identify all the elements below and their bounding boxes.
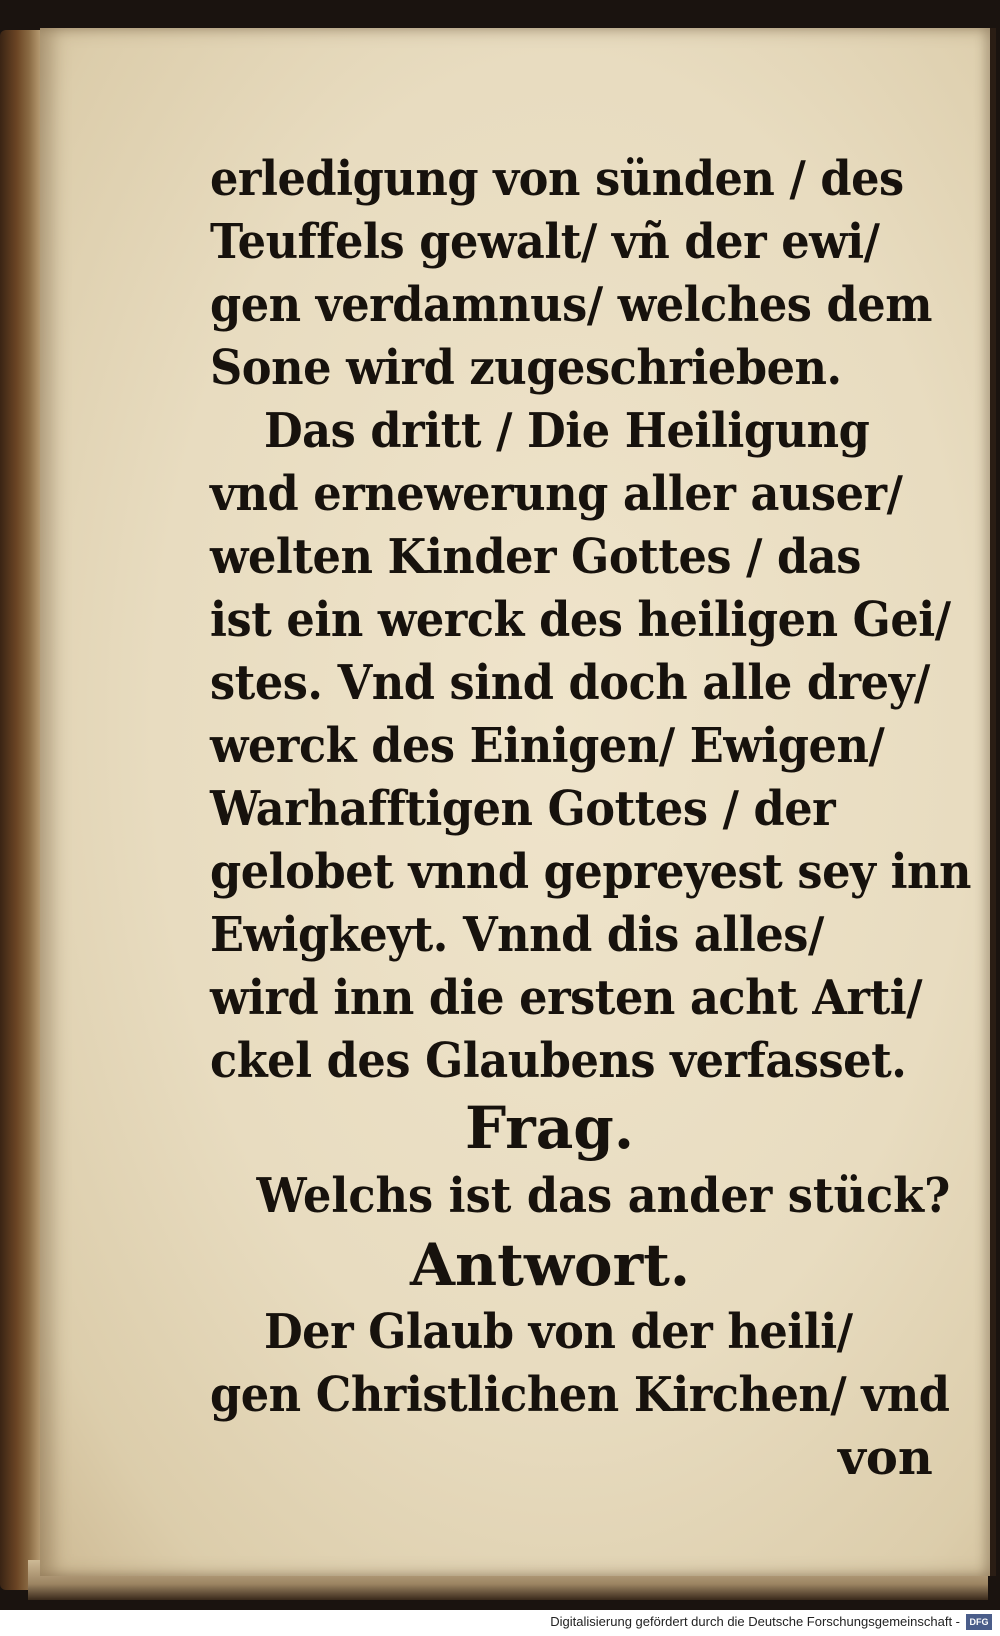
text-line: werck des Einigen/ Ewigen/ [210,718,885,774]
answer-first-line: Der Glaub von der heili/ [263,1304,853,1360]
heading-antwort: Antwort. [410,1231,691,1299]
text-line: Sone wird zugeschrieben. [210,340,842,396]
text-line: ckel des Glaubens verfasset. [210,1033,907,1089]
text-line: gelobet vnnd gepreyest sey inn [210,844,972,900]
question-line: Welchs ist das ander stück? [256,1168,951,1224]
heading-frag: Frag. [465,1094,635,1162]
dfg-logo: DFG [966,1614,992,1630]
paragraph-first-line: Das dritt / Die Heiligung [263,403,870,459]
text-line: wird inn die ersten acht Arti/ [210,970,923,1026]
text-line: stes. Vnd sind doch alle drey/ [210,655,930,711]
footer-credit-text: Digitalisierung gefördert durch die Deutsche Forschungsgemeinschaft - [550,1614,960,1629]
text-line: gen verdamnus/ welches dem [210,277,932,333]
text-line: erledigung von sünden / des [210,151,904,207]
page-text-block [210,148,970,1490]
answer-line: gen Christlichen Kirchen/ vnd [210,1367,950,1423]
text-line: vnd ernewerung aller auser/ [210,466,903,522]
text-line: welten Kinder Gottes / das [210,529,861,585]
text-line: Ewigkeyt. Vnnd dis alles/ [210,907,824,963]
text-line: Warhafftigen Gottes / der [210,781,836,837]
book-page [40,28,996,1576]
text-line: Teuffels gewalt/ vñ der ewi/ [210,214,880,270]
footer-bar [0,1610,1000,1636]
text-line: ist ein werck des heiligen Gei/ [210,592,951,648]
catchword: von [838,1430,933,1486]
